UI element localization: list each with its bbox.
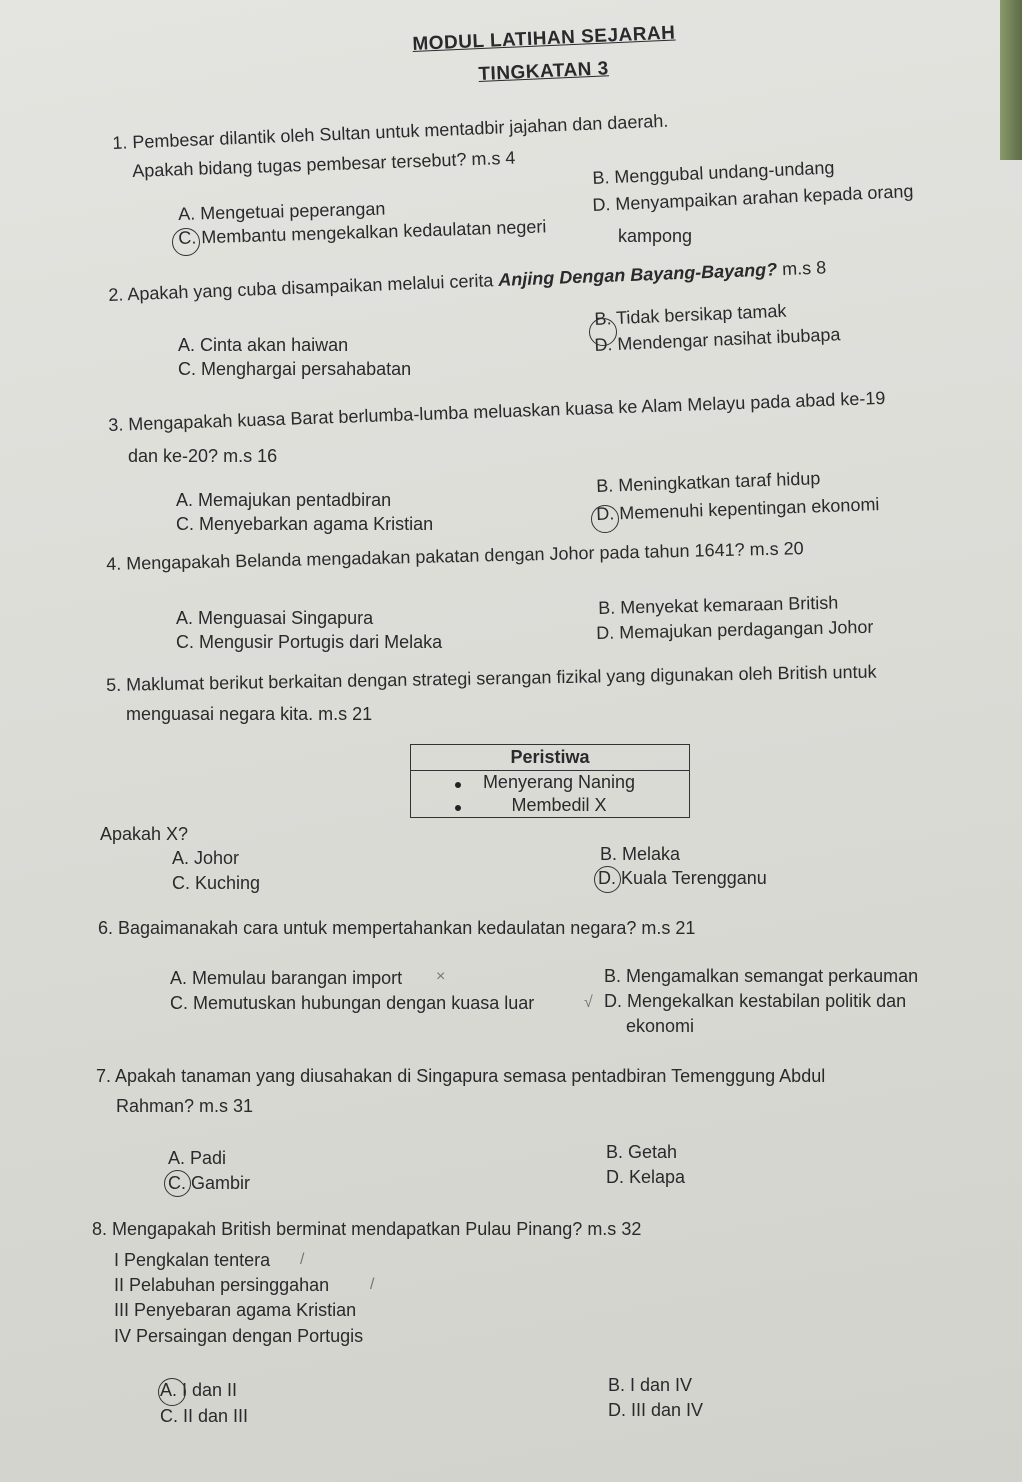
page-title: MODUL LATIHAN SEJARAH [412,22,676,55]
q8-item-iii: III Penyebaran agama Kristian [114,1300,357,1320]
background-edge [1000,0,1022,160]
answer-circle-q1 [172,228,200,256]
table-header: Peristiwa [411,745,690,771]
q3-option-a: A. Memajukan pentadbiran [176,490,392,510]
q7-text-line1: 7. Apakah tanaman yang diusahakan di Singapura semasa pentadbiran Temenggung Abdul [96,1066,826,1086]
q2-option-c: C. Menghargai persahabatan [178,359,412,379]
q2-option-a: A. Cinta akan haiwan [178,335,349,355]
q3-option-b: B. Meningkatkan taraf hidup [596,468,821,496]
answer-circle-q8 [158,1378,186,1406]
q5-text-line1: 5. Maklumat berikut berkaitan dengan strategi serangan fizikal yang digunakan oleh British untuk [106,661,877,695]
q2-text-line1 [108,257,827,306]
table-row-1-text: Menyerang Naning [482,772,636,792]
q7-text-line2: Rahman? m.s 31 [116,1096,254,1116]
q1-text-line2: Apakah bidang tugas pembesar tersebut? m.s 4 [132,147,516,181]
q6-text-line1: 6. Bagaimanakah cara untuk mempertahankan kedaulatan negara? m.s 21 [98,918,696,938]
answer-circle-q7 [164,1170,191,1197]
table-row-2-text: Membedil X [511,795,607,815]
q2-text-pre: 2. Apakah yang cuba disampaikan melalui cerita [108,270,499,305]
q1-option-c: C. Membantu mengekalkan kedaulatan negeri [178,216,547,248]
q8-option-d: D. III dan IV [608,1400,704,1420]
table-row-1 [411,771,690,795]
q8-text-line1: 8. Mengapakah British berminat mendapatkan Pulau Pinang? m.s 32 [92,1219,642,1239]
q3-text-line2: dan ke-20? m.s 16 [128,446,278,466]
q8-item-i: I Pengkalan tentera [114,1250,271,1270]
q5-option-a: A. Johor [172,848,240,868]
q8-option-a: A. I dan II [160,1380,238,1400]
q1-option-d: D. Menyampaikan arahan kepada orang [592,180,914,215]
peristiwa-table [410,744,690,818]
q4-text-line1: 4. Mengapakah Belanda mengadakan pakatan dengan Johor pada tahun 1641? m.s 20 [106,538,804,574]
q7-option-b: B. Getah [606,1142,678,1162]
q7-option-a: A. Padi [168,1148,227,1168]
table-row-2 [411,794,690,818]
q8-option-b: B. I dan IV [608,1375,693,1395]
page-subtitle: TINGKATAN 3 [478,58,610,85]
q5-prompt: Apakah X? [100,824,189,844]
q6-option-d: D. Mengekalkan kestabilan politik dan [604,991,907,1011]
q2-text-post: m.s 8 [776,257,827,280]
q1-option-d-cont: kampong [618,226,693,246]
q3-text-line1: 3. Mengapakah kuasa Barat berlumba-lumba meluaskan kuasa ke Alam Melayu pada abad ke-19 [108,387,886,435]
q1-option-a: A. Mengetuai peperangan [178,198,386,224]
q8-item-iv: IV Persaingan dengan Portugis [114,1326,364,1346]
q5-option-d: D. Kuala Terengganu [598,868,767,888]
q5-option-b: B. Melaka [600,844,681,864]
tick-mark: √ [584,994,593,1011]
q5-option-c: C. Kuching [172,873,261,893]
q1-text-line1: 1. Pembesar dilantik oleh Sultan untuk mentadbir jajahan dan daerah. [112,110,669,153]
q7-option-d: D. Kelapa [606,1167,686,1187]
q3-option-d: D. Memenuhi kepentingan ekonomi [596,494,880,524]
answer-circle-q3 [591,505,619,533]
q7-option-c: C. Gambir [168,1173,251,1193]
q4-option-a: A. Menguasai Singapura [176,608,374,628]
q6-option-c: C. Memutuskan hubungan dengan kuasa luar [170,993,535,1013]
bullet-icon [455,805,461,811]
q6-option-a: A. Memulau barangan import [170,968,403,988]
tick-mark: / [370,1276,375,1293]
q8-option-c: C. II dan III [160,1406,249,1426]
tick-mark: / [300,1251,305,1268]
answer-circle-q5 [594,866,621,893]
q4-option-c: C. Mengusir Portugis dari Melaka [176,632,443,652]
tick-mark: × [436,968,446,985]
q2-story-title: Anjing Dengan Bayang-Bayang? [497,259,778,291]
q4-option-b: B. Menyekat kemaraan British [598,592,839,618]
q2-option-b: B. Tidak bersikap tamak [594,300,787,329]
q6-option-d-cont: ekonomi [626,1016,695,1036]
answer-circle-q2 [589,318,617,346]
q6-option-b: B. Mengamalkan semangat perkauman [604,966,919,986]
q1-option-b: B. Menggubal undang-undang [592,157,835,188]
bullet-icon [455,782,461,788]
q3-option-c: C. Menyebarkan agama Kristian [176,514,434,534]
q4-option-d: D. Memajukan perdagangan Johor [596,616,874,643]
q8-item-ii: II Pelabuhan persinggahan [114,1275,330,1295]
q5-text-line2: menguasai negara kita. m.s 21 [126,704,373,724]
q2-option-d: D. Mendengar nasihat ibubapa [594,324,841,355]
